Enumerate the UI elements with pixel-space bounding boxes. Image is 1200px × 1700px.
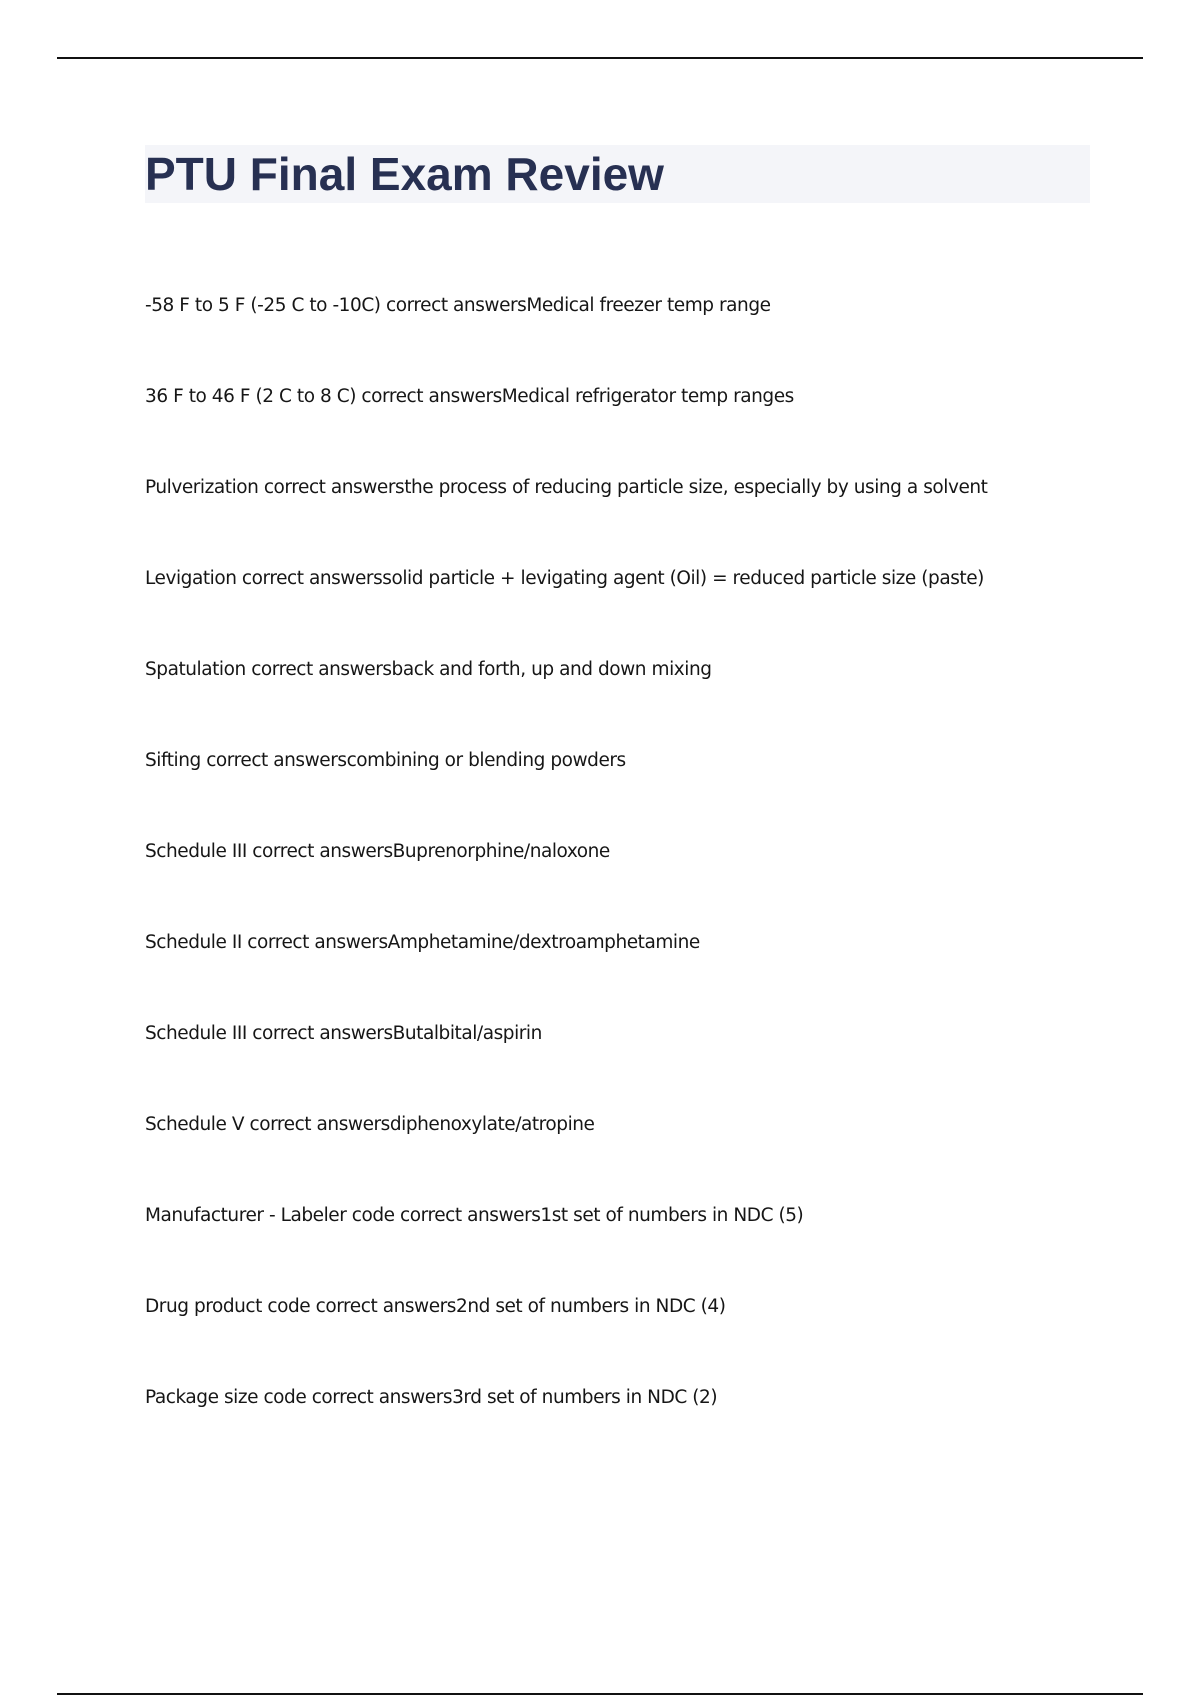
review-entry: Schedule II correct answersAmphetamine/dextroamphetamine: [145, 932, 700, 953]
review-entry: Package size code correct answers3rd set of numbers in NDC (2): [145, 1387, 718, 1408]
footer-rule: [57, 1693, 1143, 1695]
review-entry: Manufacturer - Labeler code correct answers1st set of numbers in NDC (5): [145, 1205, 804, 1226]
review-entry-list: [145, 290, 1095, 1473]
review-entry: Spatulation correct answersback and forth, up and down mixing: [145, 659, 712, 680]
document-title: PTU Final Exam Review: [145, 148, 664, 200]
review-entry: Sifting correct answerscombining or blending powders: [145, 750, 626, 771]
review-entry: Schedule III correct answersButalbital/aspirin: [145, 1023, 542, 1044]
review-entry: -58 F to 5 F (-25 C to -10C) correct answersMedical freezer temp range: [145, 295, 771, 316]
review-entry: Schedule III correct answersBuprenorphine/naloxone: [145, 841, 610, 862]
header-rule: [57, 57, 1143, 59]
review-entry: Pulverization correct answersthe process of reducing particle size, especially by using a solvent: [145, 477, 988, 498]
review-entry: Levigation correct answerssolid particle + levigating agent (Oil) = reduced particle size (paste): [145, 568, 984, 589]
review-entry: Schedule V correct answersdiphenoxylate/atropine: [145, 1114, 595, 1135]
review-entry: Drug product code correct answers2nd set of numbers in NDC (4): [145, 1296, 726, 1317]
review-entry: 36 F to 46 F (2 C to 8 C) correct answersMedical refrigerator temp ranges: [145, 386, 794, 407]
